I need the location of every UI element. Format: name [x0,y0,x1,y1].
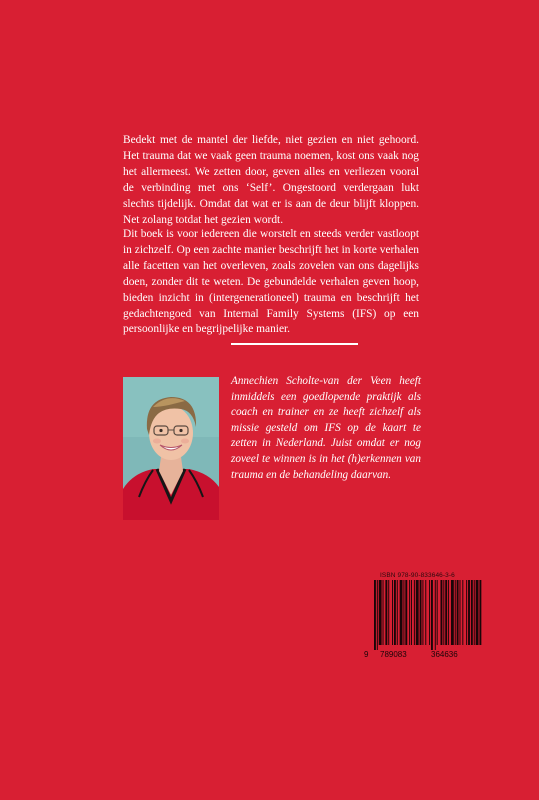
barcode-bar [394,580,396,645]
barcode-bar [466,580,467,645]
barcode-right-digits: 364636 [431,650,458,659]
barcode-bar [448,580,449,645]
barcode-bar [377,580,378,650]
isbn-label: ISBN 978-90-833646-3-6 [380,572,455,579]
isbn-barcode [364,580,484,659]
barcode-bar [405,580,407,645]
barcode-bar [476,580,479,645]
author-bio: Annechien Scholte-van der Veen heeft inmiddels een goedlopende praktijk als coach en trainer en ze heeft zichzelf als missie gesteld om IFS op de kaart te zetten in Nederland. Juist omdat er nog zoveel te winnen is in het (h)erkennen van trauma en de behandeling daarvan. [231,375,421,481]
barcode-bar [411,580,412,645]
barcode-bar [457,580,459,645]
barcode-bar [414,580,415,645]
barcode-bar [479,580,481,645]
barcode-bar [441,580,443,645]
barcode-left-digits: 789083 [380,650,407,659]
author-photo [123,377,219,520]
barcode-bar [403,580,404,645]
divider-rule [231,343,358,345]
barcode-bar [425,580,426,645]
barcode-bar [445,580,447,645]
barcode-bar [388,580,389,645]
barcode-bar [474,580,475,645]
barcode-bar [451,580,454,645]
barcode-bar [385,580,387,645]
barcode-bar [455,580,456,645]
barcode-bar [460,580,461,645]
barcode-bar [397,580,398,645]
barcode-bar [383,580,384,645]
barcode-bar [443,580,444,645]
barcode-bar [435,580,436,650]
barcode-bar [431,580,433,650]
barcode-bar [416,580,419,645]
barcode-bar [462,580,463,645]
author-portrait-image [123,377,219,520]
barcode-bar [409,580,410,645]
barcode-image [364,580,484,659]
barcode-bar [437,580,438,645]
barcode-first-digit: 9 [364,650,369,659]
barcode-bar [392,580,393,645]
barcode-bar [379,580,382,645]
barcode-bar [400,580,403,645]
barcode-bar [374,580,376,650]
blurb-paragraph-1: Bedekt met de mantel der liefde, niet gezien en niet gehoord. Het trauma dat we vaak geen trauma noemen, kost ons vaak nog het allermeest. We zetten door, geven alles en verliezen vooral de verbinding met ons ‘Self’. Ongestoord verdergaan lukt slechts tijdelijk. Omdat dat wat er is aan de deur blijft kloppen. Net zolang totdat het gezien wordt. [123,134,419,226]
blurb-paragraph-2: Dit boek is voor iedereen die worstelt en steeds verder vastloopt in zichzelf. Op een zachte manier beschrijft het in korte verhalen alle facetten van het overleven, zoals zovelen van ons dagelijks doen, zonder dit te weten. De gebundelde verhalen geven hoop, bieden inzicht in (intergenerationeel) trauma en beschrijft het gedachtengoed van Internal Family Systems (IFS) op een persoonlijke en begrijpelijke manier. [123,228,419,336]
barcode-bar [422,580,423,645]
barcode-bar [468,580,470,645]
barcode-bar [471,580,473,645]
barcode-bar [420,580,422,645]
barcode-bar [429,580,430,645]
